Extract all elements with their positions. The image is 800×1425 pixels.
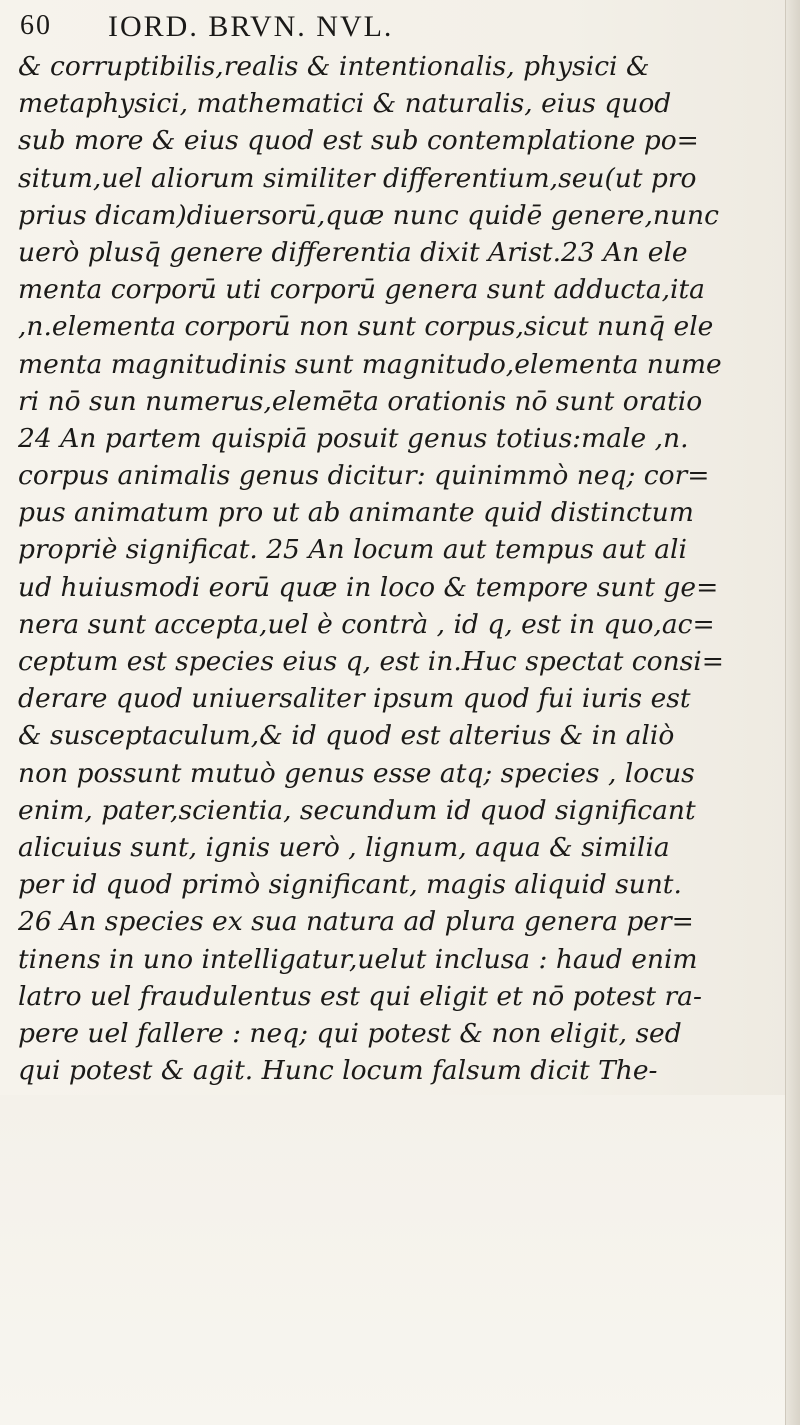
- text-line: qui potest & agit. Hunc locum falsum dicit The-: [18, 1055, 658, 1087]
- text-line: derare quod uniuersaliter ipsum quod fui iuris est: [18, 683, 691, 715]
- running-head: IORD. BRVN. NVL.: [108, 10, 394, 43]
- text-line: tinens in uno intelligatur,uelut inclusa : haud enim: [18, 943, 698, 975]
- text-line: pus animatum pro ut ab animante quid distinctum: [18, 497, 694, 529]
- page-header: [20, 10, 780, 50]
- text-line: ,n.elementa corporū non sunt corpus,sicut nunq̄ ele: [18, 311, 714, 343]
- text-line: enim, pater,scientia, secundum id quod significant: [18, 794, 696, 826]
- text-line: 26 An species ex sua natura ad plura genera per=: [18, 906, 694, 938]
- text-line: propriè significat. 25 An locum aut tempus aut ali: [18, 534, 687, 566]
- text-line: & susceptaculum,& id quod est alterius & in aliò: [18, 720, 675, 752]
- page-number: 60: [20, 10, 52, 41]
- text-line: menta corporū uti corporū genera sunt adducta,ita: [18, 274, 705, 306]
- text-line: 24 An partem quispiā posuit genus totius:male ,n.: [18, 422, 689, 454]
- text-line: pere uel fallere : neq; qui potest & non eligit, sed: [18, 1017, 682, 1049]
- body-text: [18, 48, 780, 1201]
- text-line: prius dicam)diuersorū,quæ nunc quidē genere,nunc: [18, 199, 719, 231]
- text-line: ri nō sun numerus,elemēta orationis nō sunt oratio: [18, 385, 703, 417]
- text-line: corpus animalis genus dicitur: quinimmò neq; cor=: [18, 460, 710, 492]
- text-line: alicuius sunt, ignis uerò , lignum, aqua & similia: [18, 831, 670, 863]
- blank-page-area: [0, 1095, 786, 1425]
- text-line: metaphysici, mathematici & naturalis, eius quod: [18, 88, 672, 120]
- text-line: nera sunt accepta,uel è contrà , id q, est in quo,ac=: [18, 608, 715, 640]
- text-line: menta magnitudinis sunt magnitudo,elementa nume: [18, 348, 722, 380]
- text-line: & corruptibilis,realis & intentionalis, physici &: [18, 51, 650, 82]
- text-line: non possunt mutuò genus esse atq; species , locus: [18, 757, 695, 789]
- text-line: situm,uel aliorum similiter differentium,seu(ut pro: [18, 162, 697, 194]
- text-line: sub more & eius quod est sub contemplatione po=: [18, 125, 699, 157]
- text-line: per id quod primò significant, magis aliquid sunt.: [18, 869, 682, 901]
- text-line: uerò plusq̄ genere differentia dixit Arist.23 An ele: [18, 236, 688, 268]
- text-line: ceptum est species eius q, est in.Huc spectat consi=: [18, 646, 724, 677]
- text-line: ud huiusmodi eorū quæ in loco & tempore sunt ge=: [18, 571, 719, 603]
- text-line: latro uel fraudulentus est qui eligit et nō potest ra-: [18, 980, 702, 1012]
- page-edge: [785, 0, 800, 1425]
